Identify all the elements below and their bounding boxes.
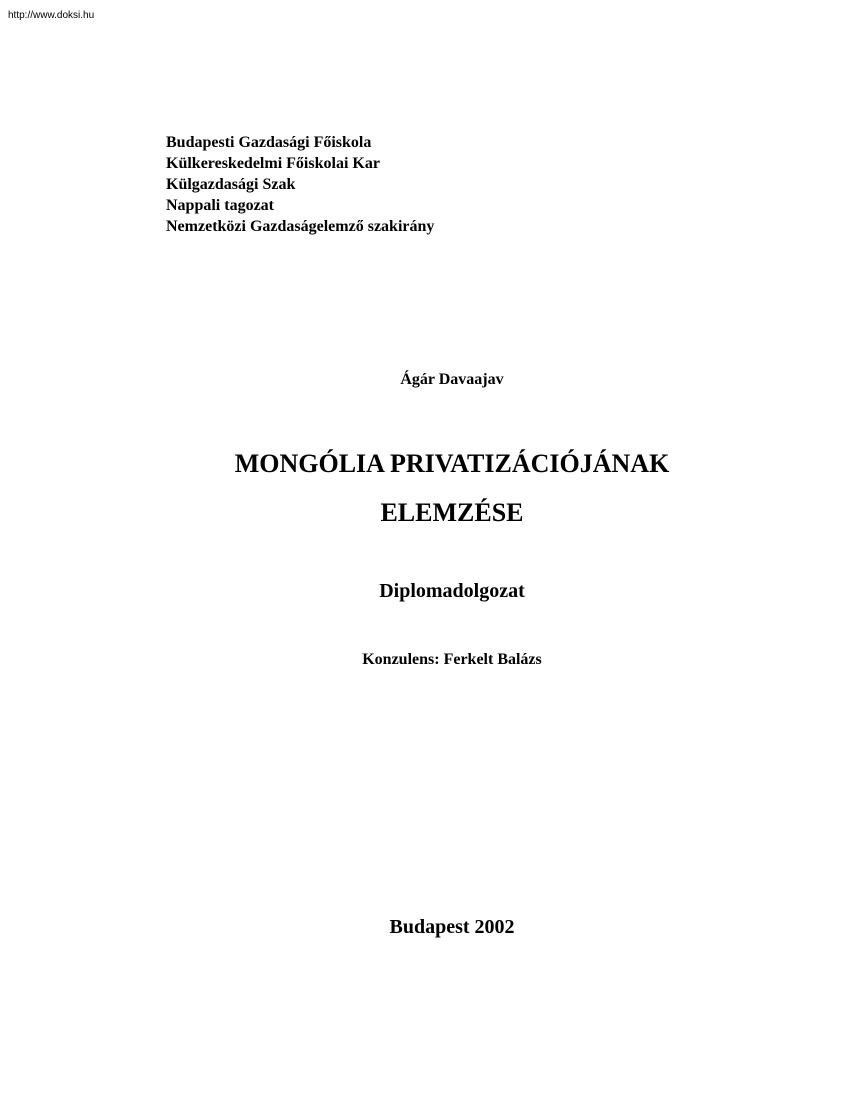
- consultant-name: Konzulens: Ferkelt Balázs: [362, 651, 542, 668]
- institution-name: Budapesti Gazdasági Főiskola: [166, 134, 372, 151]
- place-and-year: Budapest 2002: [389, 916, 515, 938]
- author-name: Ágár Davaajav: [400, 371, 504, 388]
- source-url-link[interactable]: http://www.doksi.hu: [8, 10, 95, 21]
- study-mode: Nappali tagozat: [166, 197, 274, 214]
- thesis-title-line-1: MONGÓLIA PRIVATIZÁCIÓJÁNAK: [234, 449, 670, 478]
- faculty-name: Külkereskedelmi Főiskolai Kar: [166, 155, 380, 172]
- document-type: Diplomadolgozat: [379, 580, 525, 602]
- specialization: Nemzetközi Gazdaságelemző szakirány: [166, 218, 435, 235]
- thesis-title-line-2: ELEMZÉSE: [380, 498, 524, 527]
- major-name: Külgazdasági Szak: [166, 176, 296, 193]
- institution-block: [166, 132, 434, 237]
